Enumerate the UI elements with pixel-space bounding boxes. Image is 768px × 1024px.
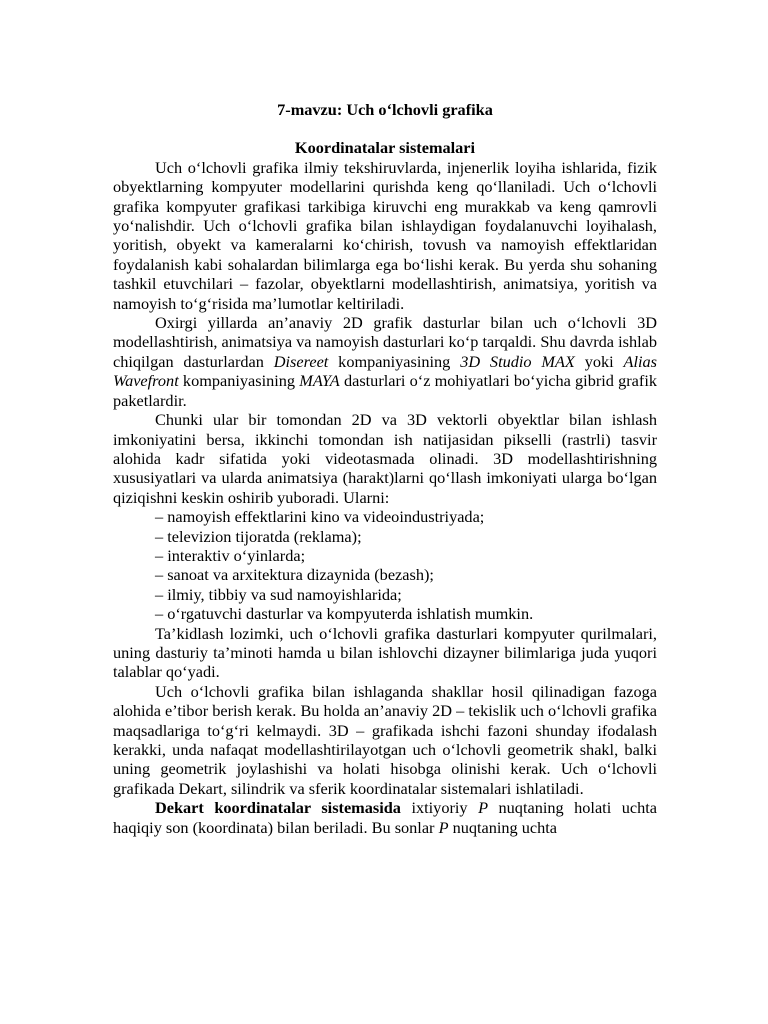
- bullet-list: [113, 507, 657, 623]
- text-run: kompaniyasining: [328, 351, 461, 371]
- list-item: – ilmiy, tibbiy va sud namoyishlarida;: [155, 584, 402, 604]
- paragraph-2: [113, 313, 657, 410]
- italic-term: MAYA: [299, 371, 340, 391]
- text-run: yoki: [574, 351, 624, 371]
- italic-term: Disereet: [273, 351, 329, 371]
- text-run: ixtiyoriy: [400, 798, 479, 818]
- section-heading: Koordinatalar sistemalari: [294, 138, 476, 158]
- paragraph-4: Ta’kidlash lozimki, uch o‘lchovli grafika dasturlari kompyuter qurilmalari, uning dasturiy ta’minoti hamda u bilan ishlovchi dizayner bilimlariga juda yuqori talablar qo‘yadi.: [113, 623, 657, 682]
- list-item: – o‘rgatuvchi dasturlar va kompyuterda ishlatish mumkin.: [155, 604, 534, 624]
- paragraph-6: [113, 798, 657, 837]
- text-run: kompaniyasining: [178, 371, 300, 391]
- text-run: Oxirgi yillarda an’anaviy 2D grafik dasturlar bilan uch o‘lchovli 3D modellashtirish, animatsiya va namoyish dasturlari ko‘p tarqaldi. Shu davrda ishlab chiqilgan dasturlardan: [113, 313, 657, 371]
- list-item: – namoyish effektlarini kino va videoindustriyada;: [155, 507, 485, 527]
- paragraph-1: Uch o‘lchovli grafika ilmiy tekshiruvlarda, injenerlik loyiha ishlarida, fizik obyektlarning kompyuter modellarini qurishda keng qo‘llaniladi. Uch o‘lchovli grafika kompyuter grafikasi tarkibiga kiruvchi eng murakkab va keng qamrovli yo‘nalishdir. Uch o‘lchovli grafika bilan ishlaydigan foydalanuvchi loyihalash, yoritish, obyekt va kameralarni ko‘chirish, tovush va namoyish effektlaridan foydalanish kabi sohalardan bilimlarga ega bo‘lishi kerak. Bu yerda shu sohaning tashkil etuvchilari – fazolar, obyektlarni modellashtirish, animatsiya, yoritish va namoyish to‘g‘risida ma’lumotlar keltiriladi.: [113, 157, 657, 313]
- italic-term: 3D Studio MAX: [460, 351, 575, 371]
- italic-variable: P: [438, 817, 449, 837]
- italic-variable: P: [478, 798, 489, 818]
- italic-term: Alias Wavefront: [113, 351, 657, 391]
- paragraph-3: Chunki ular bir tomondan 2D va 3D vektorli obyektlar bilan ishlash imkoniyatini bersa, ikkinchi tomondan ish natijasidan pikselli (rastrli) tasvir alohida kadr sifatida yoki videotasmada olinadi. 3D modellashtirishning xususiyatlari va ularda animatsiya (harakt)larni qo‘llash imkoniyati ularga bo‘lgan qiziqishni keskin oshirib yuboradi. Ularni:: [113, 410, 657, 507]
- document-title: 7-mavzu: Uch o‘lchovli grafika: [277, 100, 493, 119]
- text-run: nuqtaning uchta: [448, 817, 558, 837]
- document-page: [113, 100, 657, 837]
- list-item: – sanoat va arxitektura dizaynida (bezash);: [155, 565, 434, 585]
- bold-term: Dekart koordinatalar sistemasida: [155, 798, 401, 818]
- list-item: – televizion tijoratda (reklama);: [155, 526, 362, 546]
- paragraph-5: Uch o‘lchovli grafika bilan ishlaganda shakllar hosil qilinadigan fazoga alohida e’tibor berish kerak. Bu holda an’anaviy 2D – tekislik uch o‘lchovli grafika maqsadlariga to‘g‘ri kelmaydi. 3D – grafikada ishchi fazoni shunday ifodalash kerakki, unda nafaqat modellashtirilayotgan uch o‘lchovli geometrik shakl, balki uning geometrik joylashishi va holati hisobga olinishi kerak. Uch o‘lchovli grafikada Dekart, silindrik va sferik koordinatalar sistemalari ishlatiladi.: [113, 681, 657, 798]
- list-item: – interaktiv o‘yinlarda;: [155, 545, 306, 565]
- text-run: nuqtaning holati uchta haqiqiy son (koordinata) bilan beriladi. Bu sonlar: [113, 798, 657, 837]
- text-run: dasturlari o‘z mohiyatlari bo‘yicha gibrid grafik paketlardir.: [113, 371, 657, 410]
